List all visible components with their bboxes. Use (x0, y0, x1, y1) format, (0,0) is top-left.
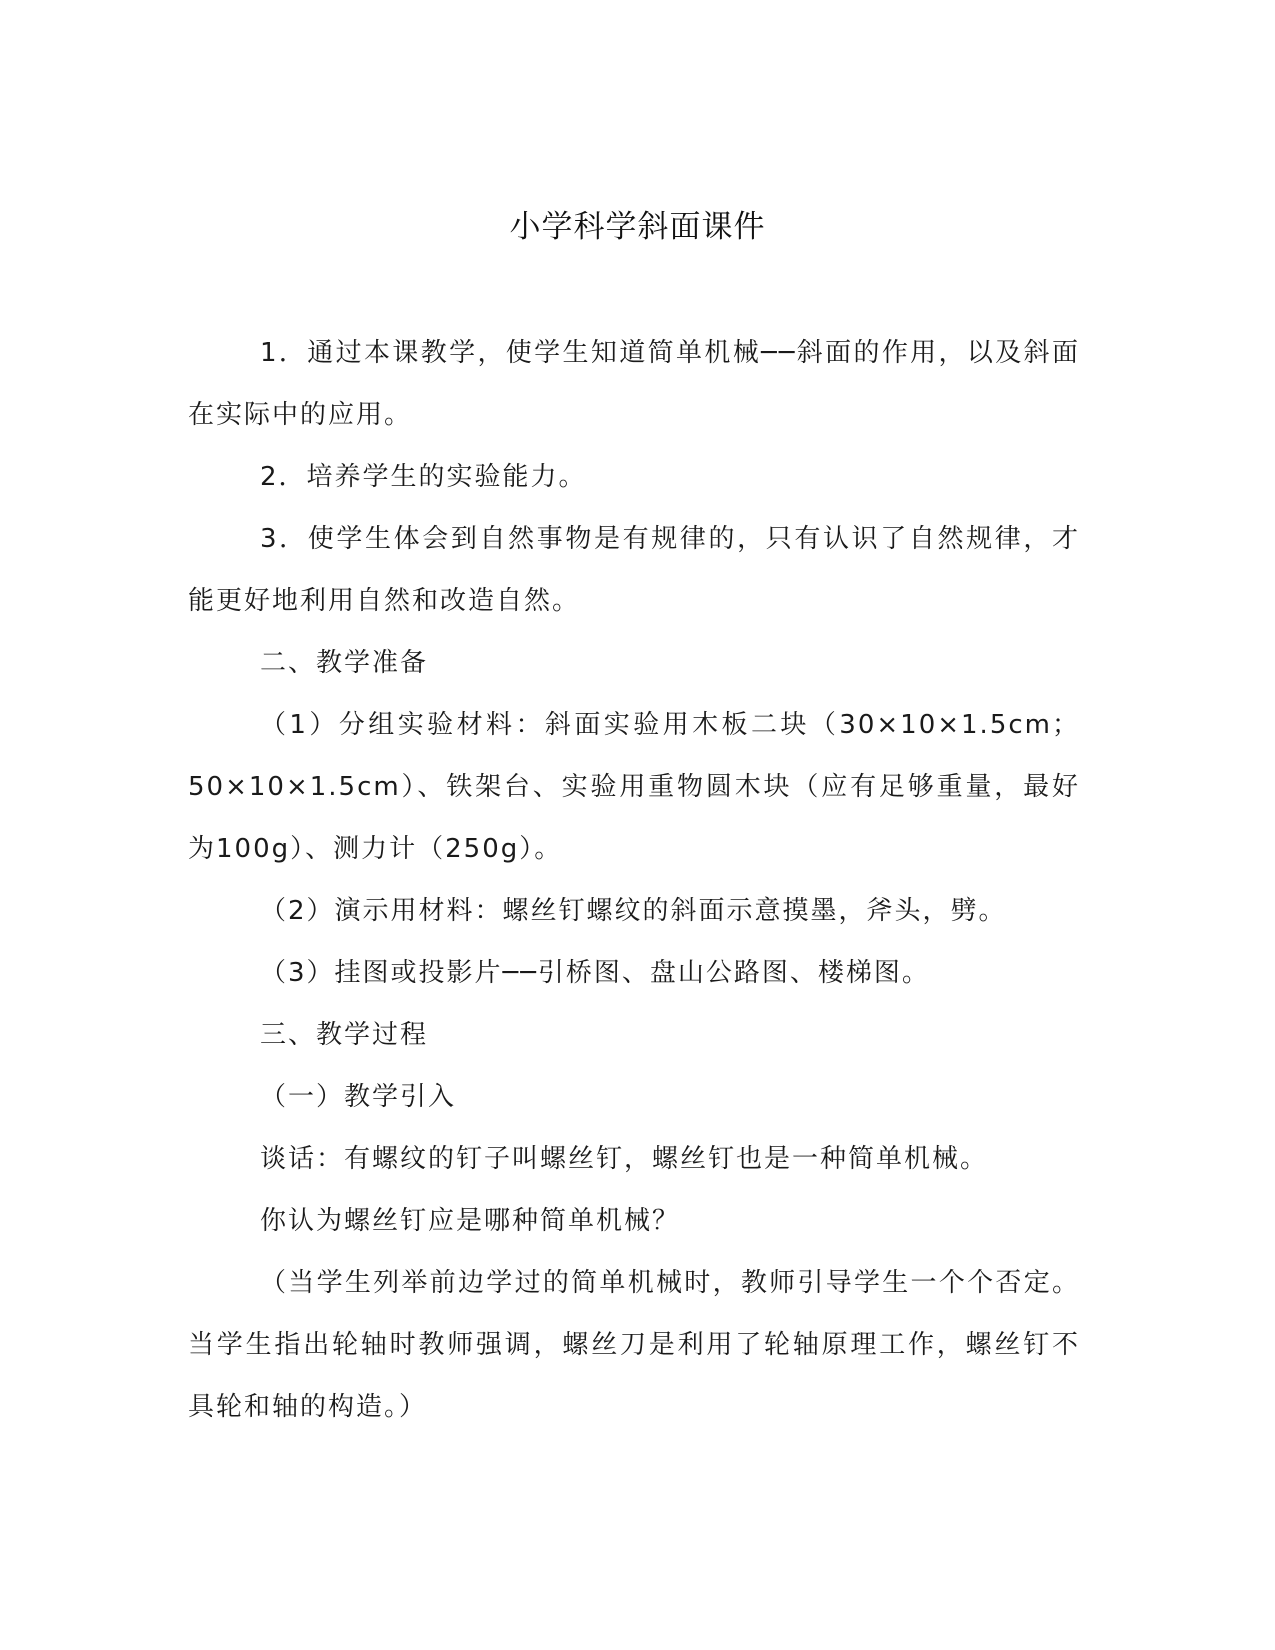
document-body (188, 322, 1080, 1438)
objective-3: 3．使学生体会到自然事物是有规律的，只有认识了自然规律，才能更好地利用自然和改造自然。 (188, 524, 1080, 616)
objective-1: 1．通过本课教学，使学生知道简单机械──斜面的作用，以及斜面在实际中的应用。 (188, 338, 1080, 430)
section-heading-preparation: 二、教学准备 (260, 648, 429, 678)
section-heading-process: 三、教学过程 (260, 1020, 429, 1050)
teacher-note-paragraph: （当学生列举前边学过的简单机械时，教师引导学生一个个否定。当学生指出轮轴时教师强调，螺丝刀是利用了轮轴原理工作，螺丝钉不具轮和轴的构造。） (188, 1268, 1080, 1422)
preparation-item-1: （1）分组实验材料：斜面实验用木板二块（30×10×1.5cm；50×10×1.5cm）、铁架台、实验用重物圆木块（应有足够重量，最好为100g）、测力计（250g）。 (188, 710, 1080, 864)
question-paragraph: 你认为螺丝钉应是哪种简单机械？ (260, 1206, 681, 1236)
subsection-heading-intro: （一）教学引入 (260, 1082, 457, 1112)
objective-2: 2．培养学生的实验能力。 (260, 462, 587, 492)
preparation-item-3: （3）挂图或投影片──引桥图、盘山公路图、楼梯图。 (260, 958, 930, 988)
document-title: 小学科学斜面课件 (509, 209, 766, 245)
preparation-item-2: （2）演示用材料：螺丝钉螺纹的斜面示意摸墨，斧头，劈。 (260, 896, 1007, 926)
dialogue-paragraph: 谈话：有螺纹的钉子叫螺丝钉，螺丝钉也是一种简单机械。 (260, 1144, 989, 1174)
